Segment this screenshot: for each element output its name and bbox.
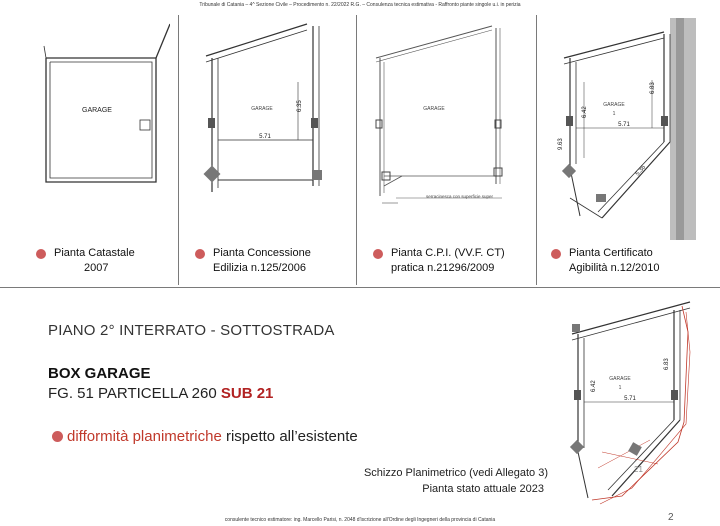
- dimension-label: 6.42: [582, 106, 588, 118]
- cadastral-reference: [48, 385, 273, 402]
- sub-label: SUB 21: [220, 385, 274, 402]
- dimension-label: 9.63: [558, 138, 564, 150]
- sketch-mark: 21: [634, 465, 643, 474]
- caption-line: Pianta Concessione: [213, 247, 311, 259]
- floorplan-cpi: [362, 18, 532, 240]
- sketch-caption-line: Schizzo Planimetrico (vedi Allegato 3): [363, 467, 548, 479]
- page-number: 2: [668, 512, 674, 523]
- caption-line: Pianta Certificato: [569, 247, 653, 259]
- dimension-label: 5.71: [259, 134, 271, 140]
- dimension-label: 5.71: [624, 396, 636, 402]
- caption-line: Pianta C.P.I. (VV.F. CT): [391, 247, 505, 259]
- dimension-label: 5.36: [634, 164, 648, 178]
- room-label: GARAGE: [423, 106, 445, 112]
- panel-divider: [536, 15, 537, 285]
- bullet-icon: [551, 249, 561, 259]
- room-label: GARAGE: [82, 107, 112, 114]
- dimension-label: 6.35: [297, 100, 303, 112]
- sketch-caption-line: Pianta stato attuale 2023: [422, 483, 544, 495]
- panel-divider: [356, 15, 357, 285]
- cadastral-reference-text: FG. 51 PARTICELLA 260: [48, 385, 221, 402]
- floorplan-catastale: [20, 18, 170, 240]
- room-label: GARAGE: [603, 102, 625, 108]
- dimension-label: 6.83: [664, 358, 670, 370]
- note-label: serracinesca con superficie super: [426, 194, 494, 199]
- difformity-note: [52, 428, 358, 445]
- caption-line: Edilizia n.125/2006: [213, 262, 306, 274]
- bullet-icon: [195, 249, 205, 259]
- dimension-label: 6.83: [650, 82, 656, 94]
- floorplan-concessione: [182, 18, 354, 240]
- caption-catastale: [36, 246, 135, 276]
- bullet-icon: [373, 249, 383, 259]
- bullet-icon: [52, 431, 63, 442]
- panel-divider: [178, 15, 179, 285]
- caption-line: pratica n.21296/2009: [391, 262, 495, 274]
- caption-line: Pianta Catastale: [54, 247, 135, 259]
- bullet-icon: [36, 249, 46, 259]
- room-label: GARAGE: [251, 106, 273, 112]
- caption-line: Agibilità n.12/2010: [569, 262, 660, 274]
- caption-line: 2007: [84, 262, 109, 274]
- dimension-label: 5.71: [618, 122, 630, 128]
- room-label: GARAGE: [609, 376, 631, 382]
- floorplan-certificato: [540, 18, 698, 240]
- room-number: 1: [612, 111, 616, 117]
- header-text: Tribunale di Catania – 4^ Sezione Civile – Procedimento n. 22/2022 R.G. – Consulenza tecnica estimativa - Raffronto piante singole u.i. in perizia: [199, 2, 521, 8]
- footer-text: consulente tecnico estimatore: ing. Marcello Parisi, n. 2048 d'iscrizione all'Ordine degli Ingegneri della provincia di Catania: [224, 517, 496, 523]
- difformity-highlight: difformità planimetriche: [67, 428, 222, 445]
- caption-certificato: [551, 246, 660, 276]
- caption-cpi: [373, 246, 505, 276]
- difformity-text: rispetto all’esistente: [221, 428, 358, 445]
- floorplan-current-sketch: [562, 292, 698, 512]
- section-divider: [0, 287, 720, 288]
- dimension-label: 6.42: [591, 380, 597, 392]
- room-number: 1: [618, 385, 622, 391]
- caption-concessione: [195, 246, 311, 276]
- floor-title: PIANO 2° INTERRATO - SOTTOSTRADA: [48, 322, 335, 339]
- sketch-caption: [364, 465, 548, 497]
- unit-title: BOX GARAGE: [48, 365, 151, 382]
